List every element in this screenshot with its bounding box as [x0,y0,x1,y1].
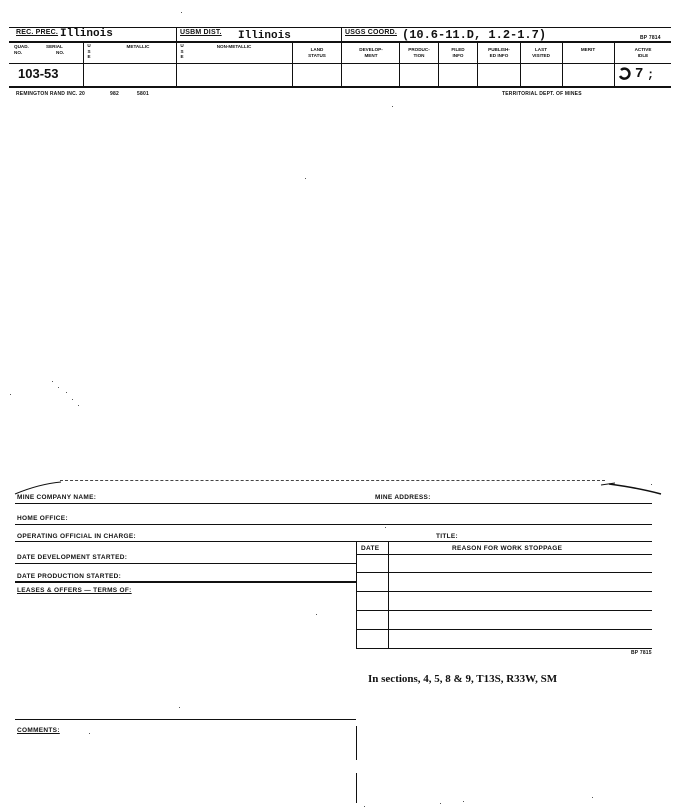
divider [477,42,478,86]
col-non-metallic: NON-METALLIC [216,44,252,49]
col-quad: QUAD. NO. [14,44,29,55]
form-rule [15,563,356,564]
scan-speck [181,12,182,13]
quad-serial-value: 103-53 [18,66,59,81]
divider [292,42,293,86]
scan-speck [463,801,464,802]
header-row-rule [9,41,671,43]
scan-speck [89,733,90,734]
col-production: PRODUC- TION [408,47,430,58]
table-row-rule [356,572,652,573]
scan-speck [592,797,593,798]
scan-speck [364,806,365,807]
location-description: In sections, 4, 5, 8 & 9, T13S, R33W, SM [368,673,558,685]
leases-offers-label: LEASES & OFFERS — TERMS OF: [17,587,132,594]
scan-speck [179,707,180,708]
divider [520,42,521,86]
col-merit: MERIT [580,47,596,52]
scan-speck [316,614,317,615]
printer-imprint: REMINGTON RAND INC. 20 [16,91,86,97]
table-date-header: DATE [361,545,380,552]
col-land-status: LAND STATUS [308,47,326,58]
home-office-label: HOME OFFICE: [17,515,68,522]
table-left-border [356,541,357,649]
mine-address-label: MINE ADDRESS: [375,494,431,501]
divider [399,42,400,86]
scan-speck [66,392,67,393]
table-row-rule [356,629,652,630]
column-header-rule [9,63,671,64]
form-rule [15,541,652,542]
card-edge-curve [9,478,674,498]
form-rule [15,524,652,525]
divider [356,773,357,803]
rec-prec-value: Illinois [60,28,113,40]
scan-speck [392,106,393,107]
divider [438,42,439,86]
col-serial: SERIAL NO. [46,44,65,55]
form-rule [15,503,652,504]
scan-speck [10,394,11,395]
col-filed-info: FILED INFO [451,47,465,58]
table-header-rule [356,554,652,555]
scan-speck [72,399,73,400]
operating-official-label: OPERATING OFFICIAL IN CHARGE: [17,533,136,540]
table-bottom-rule [356,648,652,649]
form-number: BP 7814 [640,35,661,41]
rec-prec-label: REC. PREC. [16,29,59,36]
col-published-info: PUBLISH- ED INFO [488,47,510,58]
comments-label: COMMENTS: [17,727,60,734]
title-label: TITLE: [436,533,459,540]
col-use-metallic: U S E [87,43,91,59]
divider [83,42,84,86]
usbm-dist-value: Illinois [238,30,291,42]
divider [614,42,615,86]
divider [356,726,357,760]
circle-mark-icon [618,67,632,81]
active-idle-suffix: ; [647,68,655,82]
date-development-started-label: DATE DEVELOPMENT STARTED: [17,554,128,561]
scan-speck [52,381,53,382]
scan-speck [78,405,79,406]
scan-speck [440,803,441,804]
col-last-visited: LAST VISITED [532,47,550,58]
col-use-non-metallic: U S E [180,43,184,59]
date-production-started-label: DATE PRODUCTION STARTED: [17,573,122,580]
table-row-rule [356,610,652,611]
scan-speck [58,387,59,388]
scan-speck [305,178,306,179]
form-rule [15,581,356,583]
top-card-bottom-border [9,86,671,88]
table-reason-header: REASON FOR WORK STOPPAGE [452,545,563,552]
col-active-idle: ACTIVE IDLE [634,47,652,58]
table-row-rule [356,591,652,592]
printer-code-1: 982 [110,91,119,97]
col-development: DEVELOP- MENT [359,47,383,58]
divider [562,42,563,86]
bottom-form-number: BP 7815 [631,650,652,656]
active-idle-value: 7 [635,66,644,82]
comments-rule [15,719,356,720]
usgs-coord-value: (10.6-11.D, 1.2-1.7) [402,28,547,42]
divider [176,27,177,86]
usgs-coord-label: USGS COORD. [345,29,397,36]
scan-speck [385,527,386,528]
usbm-dist-label: USBM DIST. [180,29,222,36]
department-imprint: TERRITORIAL DEPT. OF MINES [502,91,582,97]
printer-code-2: 5801 [137,91,149,97]
col-metallic: METALLIC [126,44,150,49]
divider [341,27,342,86]
table-date-column-border [388,541,389,649]
mine-company-name-label: MINE COMPANY NAME: [17,494,97,501]
